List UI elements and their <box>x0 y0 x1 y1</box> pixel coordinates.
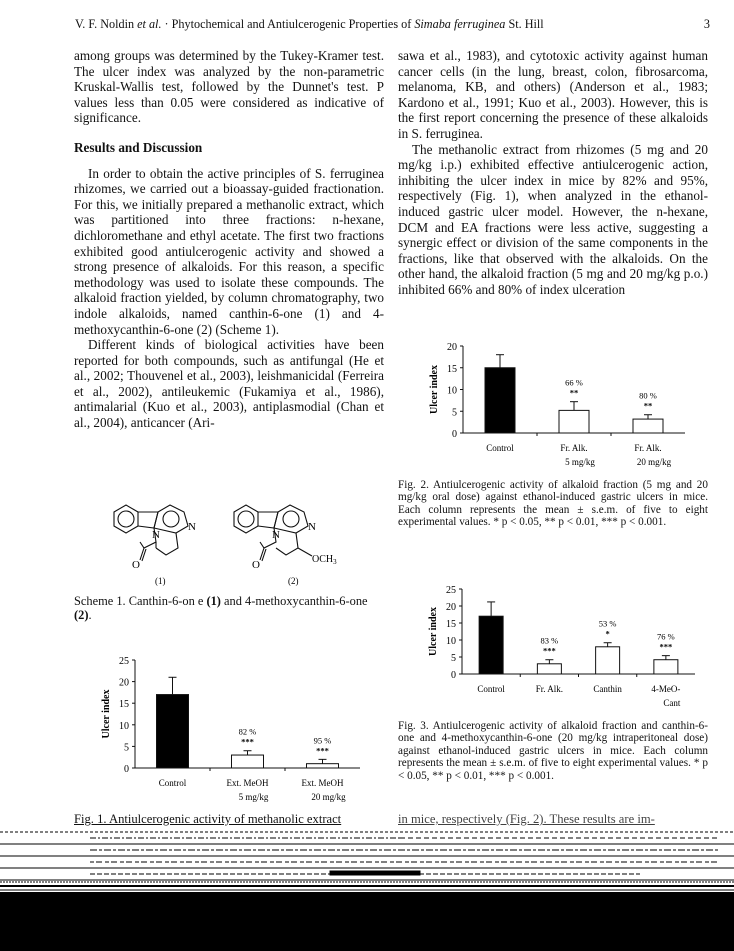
running-title: V. F. Noldin et al. · Phytochemical and Antiulcerogenic Properties of Simaba ferruginea St. Hill <box>75 17 544 31</box>
x-tick-label: Fr. Alk. <box>634 443 662 453</box>
x-tick-label: 20 mg/kg <box>636 457 672 467</box>
atom-o: O <box>132 559 140 571</box>
x-tick-label: Ext. MeOH <box>226 778 269 788</box>
right-column-continuation: in mice, respectively (Fig. 2). These results are im- <box>398 812 655 826</box>
significance-label: *** <box>241 736 254 747</box>
y-tick-label: 15 <box>446 619 456 630</box>
y-tick-label: 15 <box>119 699 129 711</box>
bar <box>479 616 503 674</box>
y-tick-label: 0 <box>451 670 456 681</box>
y-tick-label: 10 <box>446 636 456 647</box>
scan-black-border <box>0 892 734 951</box>
paragraph: The methanolic extract from rhizomes (5 mg and 20 mg/kg i.p.) exhibited effective antiulcerogenic action, inhibiting the ulcer index in mice by 82% and 95%, respectively (Fig. 1), when analyzed in the ethanol-induced gastric ulcer model. However, the n-hexane, DCM and EA fractions were less active, suggesting a synergic effect or division of the same components in the fractions, like that observed with the alkaloids. On the other hand, the alkaloid fraction (5 mg and 20 mg/kg p.o.) inhibited 66% and 80% of index ulceration <box>398 141 708 297</box>
paragraph: among groups was determined by the Tukey-Kramer test. The ulcer index was analyzed by the non-parametric Kruskal-Wallis test, followed by the Dunnet's test. P values less than 0.05 were considered as indicative of significance. <box>74 48 384 126</box>
paragraph: In order to obtain the active principles of S. ferruginea rhizomes, we carried out a bioassay-guided fractionation. For this, we initially prepared a methanolic extract, which was partitioned into three fractions: n-hexane, dichloromethane and ethyl acetate. The first two fractions exhibited good antiulcerogenic activity and showed a strong presence of alkaloids. For this reason, a specific methodology was used to isolate these compounds. The alkaloid fraction yielded, by column chromatography, two indole alkaloids, named canthin-6-one (1) and 4-methoxycanthin-6-one (2) (Scheme 1). <box>74 165 384 337</box>
bar <box>485 368 515 433</box>
x-tick-label: Control <box>477 684 505 694</box>
x-tick-label: Fr. Alk. <box>560 443 588 453</box>
x-tick-label: Cant <box>663 698 681 708</box>
x-tick-label: Canthin <box>593 684 622 694</box>
bar <box>633 419 663 433</box>
y-tick-label: 10 <box>447 385 457 397</box>
right-column <box>398 48 708 298</box>
chart-fig3 <box>405 578 710 713</box>
figure-1 <box>85 650 375 810</box>
bar <box>559 410 589 433</box>
x-tick-label: Control <box>486 443 514 453</box>
inhibition-percent-label: 80 % <box>639 390 657 401</box>
y-axis-label: Ulcer index <box>428 607 439 656</box>
inhibition-percent-label: 83 % <box>540 635 559 646</box>
significance-label: ** <box>643 400 653 411</box>
paragraph: sawa et al., 1983), and cytotoxic activity against human cancer cells (in the lung, breast, colon, fibrosarcoma, melanoma, KB, and others) (Anderson et al., 1983; Kardono et al., 1991; Kuo et al., 2003). However, this is the first report concerning the presence of these alkaloids in S. ferruginea. <box>398 48 708 141</box>
x-tick-label: 5 mg/kg <box>565 457 595 467</box>
structure-1 <box>114 505 188 561</box>
inhibition-percent-label: 66 % <box>565 377 583 388</box>
structure-1-label: (1) <box>155 576 166 586</box>
inhibition-percent-label: 53 % <box>598 618 617 629</box>
page-number: 3 <box>703 17 710 31</box>
atom-n: N <box>188 521 196 533</box>
x-tick-label: 4-MeO- <box>651 684 681 694</box>
y-tick-label: 5 <box>452 407 457 419</box>
y-tick-label: 20 <box>119 677 129 689</box>
x-tick-label: 20 mg/kg <box>311 792 346 802</box>
x-tick-label: 5 mg/kg <box>238 792 269 802</box>
structure-2-label: (2) <box>288 576 299 586</box>
y-axis-label: Ulcer index <box>429 365 440 414</box>
methoxy-group: $OCH_3$ <box>312 554 337 566</box>
atom-n: N <box>272 529 280 541</box>
figure-2 <box>405 335 705 475</box>
chart-fig1 <box>85 650 375 810</box>
bar <box>596 647 620 674</box>
paragraph: Different kinds of biological activities have been reported for both compounds, such as antifungal (He et al., 2002; Thouvenel et al., 2003), leishmanicidal (Ferreira et al., 2002), antileukemic (Fukamiya et al., 1986), antimalarial (Kuo et al., 2003), antiplasmodial (Chan et al., 2004), anticancer (Ari- <box>74 337 384 431</box>
significance-label: ** <box>569 387 579 398</box>
figure-3 <box>405 578 710 713</box>
bar <box>537 664 561 674</box>
y-tick-label: 0 <box>452 429 457 440</box>
atom-n: N <box>152 529 160 541</box>
inhibition-percent-label: 76 % <box>657 631 675 642</box>
left-column <box>74 48 384 431</box>
atom-n: N <box>308 521 316 533</box>
significance-label: *** <box>543 645 556 656</box>
scan-artifact-band <box>0 878 734 892</box>
x-tick-label: Control <box>158 778 187 788</box>
y-tick-label: 20 <box>447 342 457 353</box>
y-tick-label: 5 <box>124 742 129 754</box>
y-tick-label: 5 <box>451 653 456 664</box>
bar <box>157 695 189 768</box>
figure-1-caption-partial: Fig. 1. Antiulcerogenic activity of methanolic extract <box>74 812 342 826</box>
significance-label: *** <box>316 745 329 756</box>
scheme-1-structures <box>100 490 370 590</box>
bar <box>654 660 678 674</box>
figure-3-caption: Fig. 3. Antiulcerogenic activity of alkaloid fraction and canthin-6-one and 4-methoxycanthin-6-one (20 mg/kg intraperitoneal dose) against ethanol-induced gastric ulcers in mice. Each column represents the mean ± s.e.m. of five to eight experimental values. * p < 0.05, ** p < 0.01, *** p < 0.001. <box>398 720 708 782</box>
chart-fig2 <box>405 335 705 475</box>
y-tick-label: 10 <box>119 720 129 732</box>
running-header <box>75 17 710 32</box>
y-tick-label: 20 <box>446 602 456 613</box>
scheme-1-caption: Scheme 1. Canthin-6-on e (1) and 4-methoxycanthin-6-one (2). <box>74 594 368 622</box>
atom-o: O <box>252 559 260 571</box>
bar <box>307 764 339 768</box>
figure-2-caption: Fig. 2. Antiulcerogenic activity of alkaloid fraction (5 mg and 20 mg/kg oral dose) against ethanol-induced gastric ulcers in mice. Each column represents the mean ± s.e.m. of five to eight experimental values. * p < 0.05, ** p < 0.01, *** p < 0.001. <box>398 479 708 529</box>
inhibition-percent-label: 95 % <box>313 735 332 746</box>
section-heading: Results and Discussion <box>74 139 203 155</box>
bar <box>232 755 264 768</box>
inhibition-percent-label: 82 % <box>238 726 257 737</box>
y-tick-label: 25 <box>446 585 456 596</box>
chemical-structures <box>100 490 370 590</box>
y-axis-label: Ulcer index <box>101 689 112 739</box>
x-tick-label: Fr. Alk. <box>535 684 564 694</box>
y-tick-label: 25 <box>119 656 129 667</box>
y-tick-label: 15 <box>447 363 457 375</box>
y-tick-label: 0 <box>124 764 129 775</box>
significance-label: * <box>605 628 610 639</box>
x-tick-label: Ext. MeOH <box>301 778 344 788</box>
significance-label: *** <box>659 641 673 652</box>
